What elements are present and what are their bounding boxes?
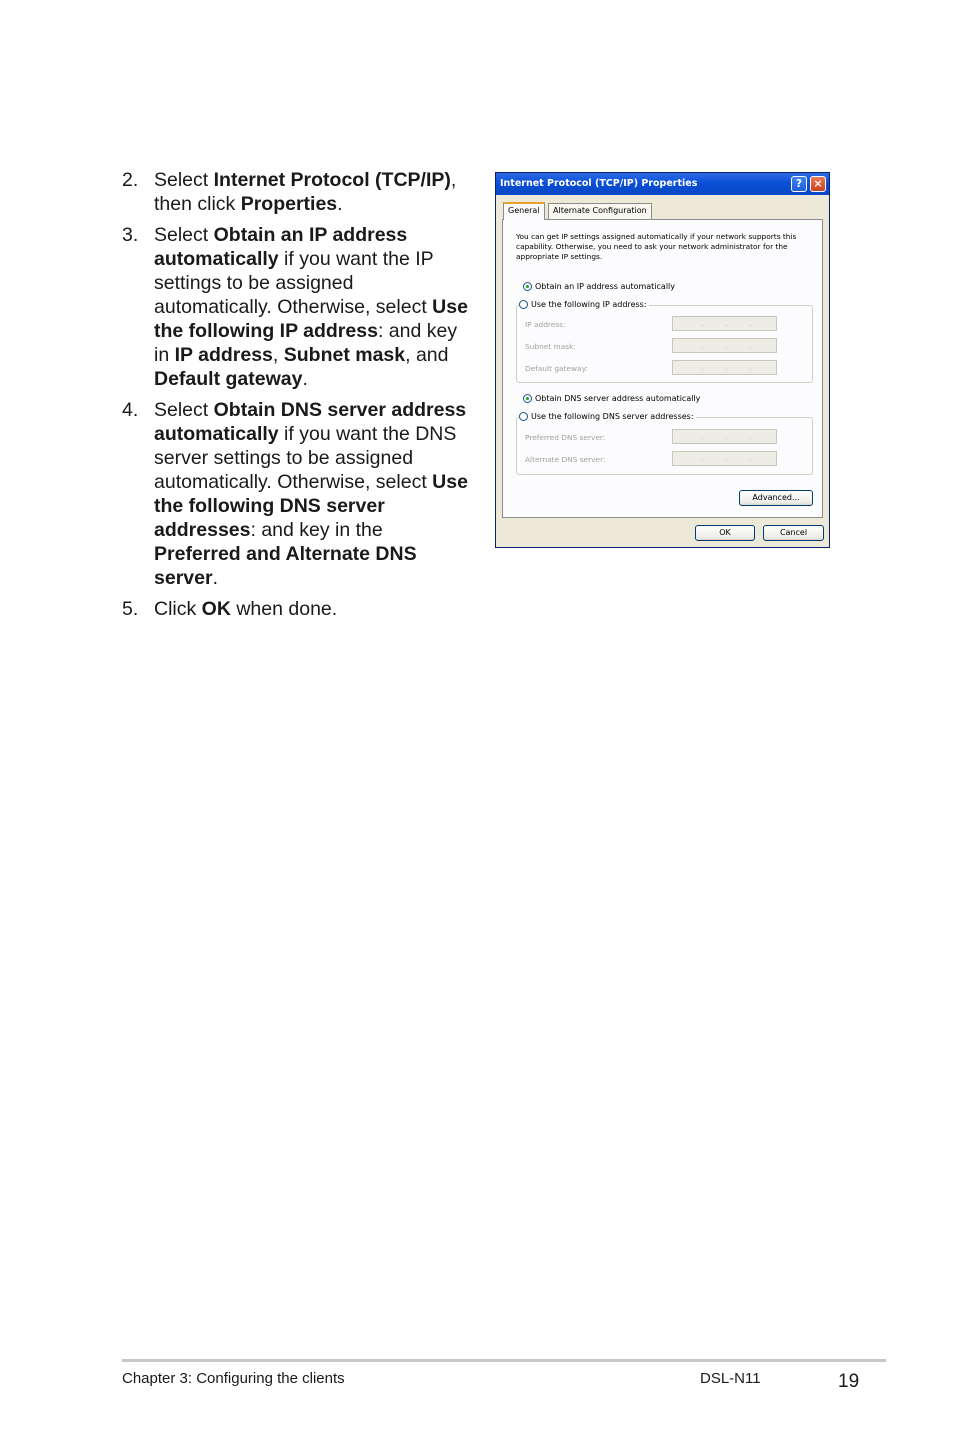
- intro-text: You can get IP settings assigned automatically if your network supports this capability. Otherwise, you need to ask your network administrator for the appropriate IP settings.: [516, 232, 797, 261]
- text-run: .: [302, 368, 308, 390]
- dialog-title: Internet Protocol (TCP/IP) Properties: [500, 178, 698, 189]
- radio-label: Obtain DNS server address automatically: [535, 394, 701, 403]
- step-item: [122, 398, 472, 590]
- step-number: 3.: [122, 224, 139, 246]
- text-run: , and: [405, 344, 449, 366]
- radio-unselected-icon[interactable]: [519, 412, 528, 421]
- text-run: : and key in the: [250, 519, 383, 541]
- ip-address-label: IP address:: [525, 320, 566, 329]
- text-run: : and key in: [154, 320, 458, 366]
- radio-label: Obtain an IP address automatically: [535, 282, 676, 291]
- radio-use-following-dns[interactable]: [519, 412, 696, 422]
- text-run: .: [212, 567, 218, 589]
- radio-obtain-dns-auto[interactable]: [523, 394, 702, 404]
- step-item: [122, 223, 472, 391]
- preferred-dns-input[interactable]: . . .: [672, 429, 777, 444]
- text-run: Select: [154, 169, 214, 191]
- step-item: [122, 597, 472, 621]
- dns-server-group: [516, 417, 813, 475]
- bold-term: Subnet mask: [283, 344, 406, 366]
- step-text: [154, 398, 472, 590]
- bold-term: Properties: [240, 193, 338, 215]
- tcpip-properties-dialog: [495, 172, 830, 548]
- step-item: [122, 168, 472, 216]
- bold-term: Use the following IP address: [154, 296, 468, 342]
- ok-button[interactable]: OK: [695, 525, 755, 541]
- alternate-dns-input[interactable]: . . .: [672, 451, 777, 466]
- step-text: [154, 597, 472, 621]
- bold-term: Obtain DNS server address automatically: [154, 399, 467, 445]
- ip-address-input[interactable]: . . .: [672, 316, 777, 331]
- radio-unselected-icon[interactable]: [519, 300, 528, 309]
- general-tab-panel: [502, 219, 823, 518]
- step-text: [154, 223, 472, 391]
- bold-term: OK: [201, 598, 231, 620]
- text-run: if you want the IP settings to be assigned automatically. Otherwise, select: [154, 248, 434, 318]
- text-run: Click: [154, 598, 202, 620]
- text-run: .: [337, 193, 343, 215]
- tab-general[interactable]: General: [503, 202, 545, 220]
- footer-model: DSL-N11: [700, 1370, 761, 1387]
- bold-term: Default gateway: [154, 368, 303, 390]
- default-gateway-label: Default gateway:: [525, 364, 588, 373]
- subnet-mask-input[interactable]: . . .: [672, 338, 777, 353]
- step-number: 4.: [122, 399, 139, 421]
- radio-selected-icon[interactable]: [523, 394, 532, 403]
- advanced-button[interactable]: Advanced...: [739, 490, 813, 506]
- close-icon[interactable]: ×: [810, 176, 826, 192]
- instruction-steps: [122, 168, 472, 628]
- cancel-button[interactable]: Cancel: [763, 525, 824, 541]
- radio-label: Use the following IP address:: [531, 300, 647, 309]
- text-run: if you want the DNS server settings to be assigned automatically. Otherwise, select: [154, 423, 457, 493]
- radio-selected-icon[interactable]: [523, 282, 532, 291]
- step-number: 2.: [122, 169, 139, 191]
- preferred-dns-label: Preferred DNS server:: [525, 433, 606, 442]
- text-run: Select: [154, 224, 214, 246]
- bold-term: Obtain an IP address automatically: [154, 224, 408, 270]
- radio-use-following-ip[interactable]: [519, 300, 649, 310]
- tab-alternate-configuration[interactable]: Alternate Configuration: [548, 203, 652, 219]
- bold-term: Internet Protocol (TCP/IP): [213, 169, 451, 191]
- dialog-titlebar: [496, 173, 829, 195]
- radio-label: Use the following DNS server addresses:: [531, 412, 694, 421]
- bold-term: Use the following DNS server addresses: [154, 471, 468, 541]
- step-text: [154, 168, 472, 216]
- bold-term: IP address: [174, 344, 273, 366]
- default-gateway-input[interactable]: . . .: [672, 360, 777, 375]
- text-run: , then click: [154, 169, 457, 215]
- help-icon[interactable]: ?: [791, 176, 807, 192]
- radio-obtain-ip-auto[interactable]: [523, 282, 677, 292]
- text-run: Select: [154, 399, 214, 421]
- footer-chapter: Chapter 3: Configuring the clients: [122, 1370, 345, 1387]
- alternate-dns-label: Alternate DNS server:: [525, 455, 606, 464]
- text-run: ,: [272, 344, 284, 366]
- page-number: 19: [838, 1371, 860, 1392]
- step-number: 5.: [122, 598, 139, 620]
- bold-term: Preferred and Alternate DNS server: [154, 543, 417, 589]
- footer-divider: [122, 1359, 886, 1362]
- text-run: when done.: [230, 598, 338, 620]
- subnet-mask-label: Subnet mask:: [525, 342, 576, 351]
